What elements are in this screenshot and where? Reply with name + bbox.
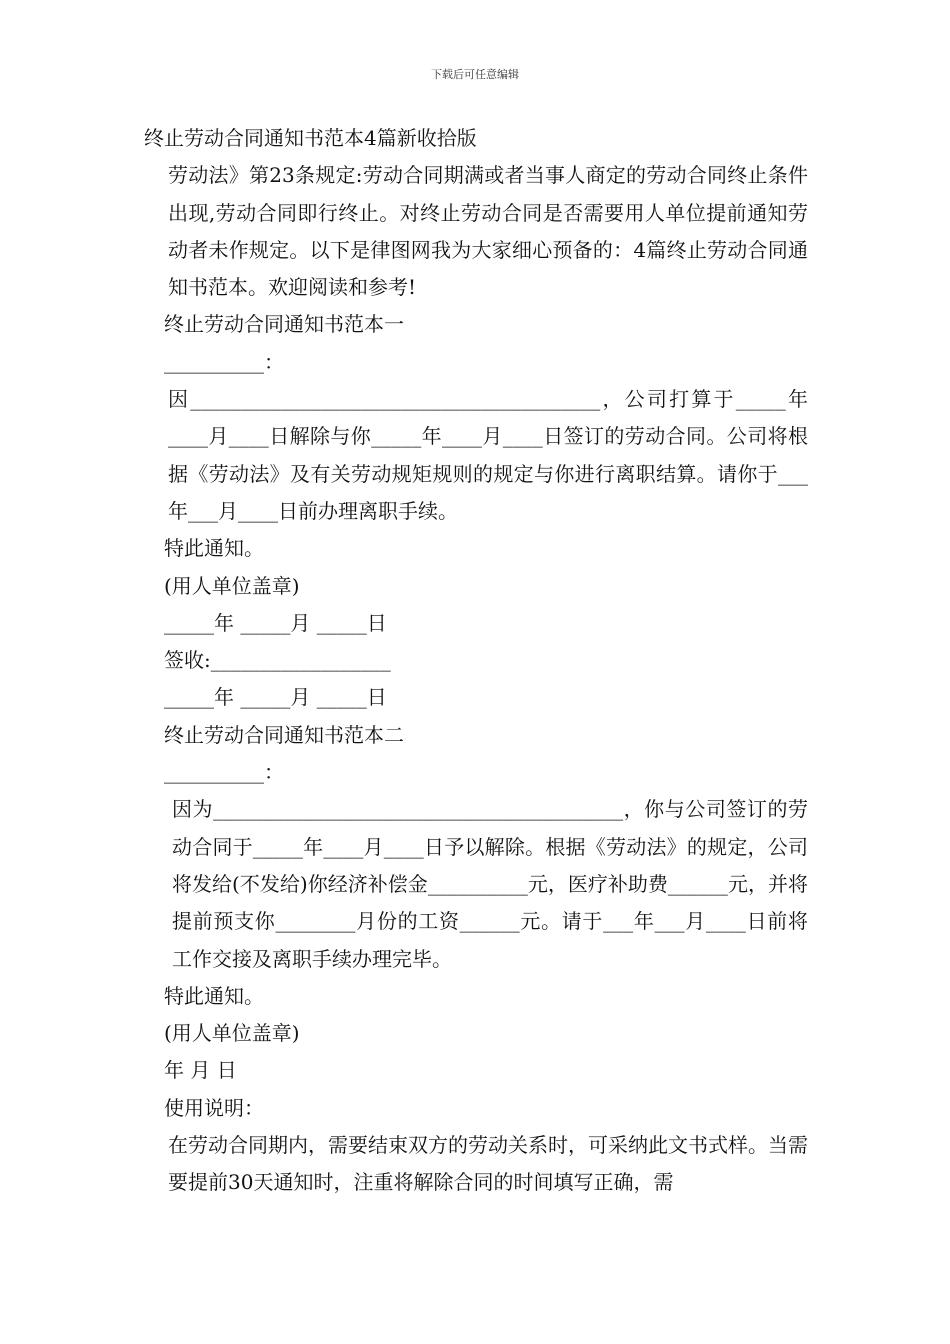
sample1-date: _____年 _____月 _____日 — [164, 610, 387, 635]
sample1-seal: (用人单位盖章) — [164, 573, 300, 598]
sample2-date: 年 月 日 — [164, 1058, 237, 1083]
sample2-seal: (用人单位盖章) — [164, 1021, 300, 1046]
sample2-addressee: __________： — [164, 760, 284, 785]
page-header-note: 下载后可任意编辑 — [431, 68, 519, 81]
usage-heading: 使用说明： — [164, 1095, 264, 1120]
sample1-sign-date: _____年 _____月 _____日 — [164, 685, 387, 710]
intro-paragraph: 劳动法》第23条规定:劳动合同期满或者当事人商定的劳动合同终止条件出现,劳动合同即行终止。对终止劳动合同是否需要用人单位提前通知劳动者未作规定。以下是律图网我为大家细心预备的：4篇终止劳动合同通知书范本。欢迎阅读和参考! — [168, 163, 808, 300]
sample2-body: 因为_________________________________________，你与公司签订的劳动合同于_____年____月____日予以解除。根据《劳动法》的规定，公司将发给(不发给)你经济补偿金__________元，医疗补助费______元，并将提前预支你________月份的工资______元。请于___年___月____日前将工作交接及离职手续办理完毕。 — [172, 797, 808, 971]
sample1-heading: 终止劳动合同通知书范本一 — [164, 312, 404, 337]
sample2-notice: 特此通知。 — [164, 983, 264, 1008]
usage-body: 在劳动合同期内，需要结束双方的劳动关系时，可采纳此文书式样。当需要提前30天通知时，注重将解除合同的时间填写正确，需 — [168, 1133, 808, 1195]
sample1-sign: 签收:__________________ — [164, 648, 391, 673]
sample2-heading: 终止劳动合同通知书范本二 — [164, 722, 404, 747]
sample1-addressee: __________： — [164, 349, 284, 374]
document-body — [144, 120, 808, 1202]
sample1-notice: 特此通知。 — [164, 536, 264, 561]
sample1-body: 因_________________________________________，公司打算于_____年____月____日解除与你_____年____月____日签订的劳动合同。公司将根据《劳动法》及有关劳动规矩规则的规定与你进行离职结算。请你于___年___月____日前办理离职手续。 — [168, 387, 808, 523]
document-title: 终止劳动合同通知书范本4篇新收拾版 — [144, 126, 477, 150]
